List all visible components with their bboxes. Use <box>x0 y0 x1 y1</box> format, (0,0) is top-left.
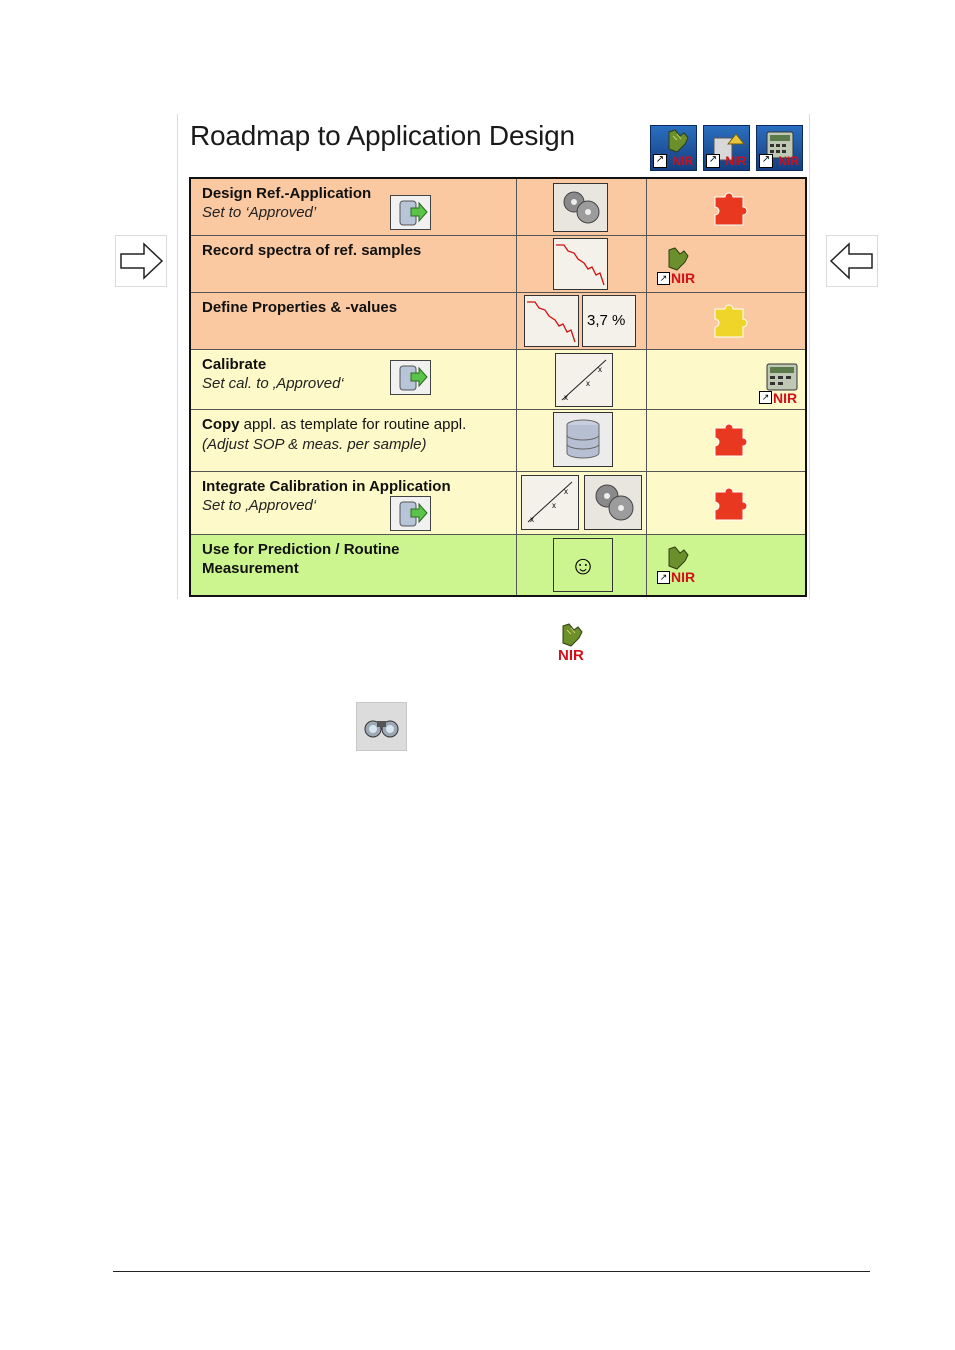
shortcut-arrow-icon: ↗ <box>657 571 670 584</box>
shortcut-arrow-icon: ↗ <box>653 154 667 168</box>
spectrum-icon[interactable] <box>524 295 579 347</box>
calibration-plot-icon[interactable] <box>555 353 613 407</box>
step-title: Integrate Calibration in Application <box>202 478 451 495</box>
gears-icon[interactable] <box>553 183 608 232</box>
roadmap-table <box>189 177 807 597</box>
module-cell <box>647 535 805 595</box>
database-icon[interactable] <box>553 412 613 467</box>
nir-calculator-shortcut-icon[interactable] <box>756 125 803 171</box>
roadmap-row-calibrate[interactable] <box>191 350 805 410</box>
step-cell <box>191 236 517 292</box>
nir-gloves-shortcut-icon[interactable] <box>650 125 697 171</box>
roadmap-row-integrate[interactable] <box>191 472 805 535</box>
page-title: Roadmap to Application Design <box>190 120 575 151</box>
shortcut-arrow-icon: ↗ <box>759 154 773 168</box>
step-subtitle: (Adjust SOP & meas. per sample) <box>202 436 427 453</box>
nir-label: NIR <box>778 154 799 168</box>
roadmap-row-prediction[interactable] <box>191 535 805 595</box>
roadmap-row-record[interactable] <box>191 236 805 293</box>
nir-gloves-icon[interactable] <box>655 543 701 587</box>
right-arrow-icon <box>116 236 166 286</box>
tool-cell <box>517 472 647 534</box>
shortcut-arrow-icon: ↗ <box>706 154 720 168</box>
step-subtitle: Set to ‘Approved’ <box>202 204 317 221</box>
database-export-icon[interactable] <box>390 496 431 531</box>
tool-cell <box>517 293 647 349</box>
step-cell <box>191 179 517 235</box>
left-arrow-icon <box>827 236 877 286</box>
step-title: Design Ref.-Application <box>202 185 372 202</box>
footer-divider <box>113 1271 870 1272</box>
step-title: Define Properties & -values <box>202 299 398 316</box>
nir-label: NIR <box>773 390 798 406</box>
roadmap-row-properties[interactable] <box>191 293 805 350</box>
svg-text:x: x <box>530 515 534 524</box>
svg-text:x: x <box>564 487 568 496</box>
nir-label: NIR <box>671 569 696 585</box>
step-subtitle: Set to ‚Approved‘ <box>202 497 317 514</box>
svg-text:x: x <box>552 501 556 510</box>
tool-cell <box>517 179 647 235</box>
step-title: Use for Prediction / Routine <box>202 541 400 558</box>
tool-cell <box>517 535 647 595</box>
calibration-plot-icon[interactable] <box>521 475 579 530</box>
gears-icon[interactable] <box>584 475 642 530</box>
step-cell <box>191 472 517 534</box>
module-cell <box>647 236 805 292</box>
svg-text:x: x <box>586 379 590 388</box>
nir-program-icon[interactable] <box>553 622 597 664</box>
shortcut-arrow-icon: ↗ <box>759 391 772 404</box>
step-cell <box>191 293 517 349</box>
module-cell <box>647 472 805 534</box>
shortcut-arrow-icon: ↗ <box>657 272 670 285</box>
step-cell <box>191 410 517 471</box>
yellow-puzzle-icon[interactable] <box>709 303 749 339</box>
red-puzzle-icon[interactable] <box>709 191 749 227</box>
smiley-icon[interactable]: ☺ <box>553 538 613 592</box>
tool-cell <box>517 350 647 409</box>
binoculars-icon[interactable] <box>356 702 407 751</box>
roadmap-row-copy[interactable] <box>191 410 805 472</box>
module-cell <box>647 350 805 409</box>
nir-gloves-icon[interactable] <box>655 244 701 288</box>
red-puzzle-icon[interactable] <box>709 422 749 458</box>
module-cell <box>647 179 805 235</box>
step-title-line2: Measurement <box>202 560 299 577</box>
nir-calculator-icon[interactable] <box>757 362 803 406</box>
svg-text:x: x <box>564 393 568 402</box>
previous-arrow-button[interactable] <box>826 235 878 287</box>
step-cell <box>191 535 517 595</box>
step-title <box>202 416 466 433</box>
nir-label: NIR <box>558 647 584 664</box>
nir-export-shortcut-icon[interactable] <box>703 125 750 171</box>
red-puzzle-icon[interactable] <box>709 486 749 522</box>
database-export-icon[interactable] <box>390 360 431 395</box>
tool-cell <box>517 410 647 471</box>
step-cell <box>191 350 517 409</box>
nir-label: NIR <box>671 270 696 286</box>
step-title-bold: Copy <box>202 416 240 433</box>
next-arrow-button[interactable] <box>115 235 167 287</box>
step-title-rest: appl. as template for routine appl. <box>239 416 467 433</box>
module-cell <box>647 293 805 349</box>
step-title: Calibrate <box>202 356 267 373</box>
nir-label: NIR <box>725 154 746 168</box>
tool-cell <box>517 236 647 292</box>
database-export-icon[interactable] <box>390 195 431 230</box>
nir-label: NIR <box>672 154 693 168</box>
svg-text:x: x <box>598 365 602 374</box>
step-subtitle: Set cal. to ‚Approved‘ <box>202 375 344 392</box>
spectrum-icon[interactable] <box>553 238 608 290</box>
percent-value: 3,7 % <box>582 295 636 347</box>
roadmap-row-design[interactable] <box>191 179 805 236</box>
step-title: Record spectra of ref. samples <box>202 242 422 259</box>
module-cell <box>647 410 805 471</box>
